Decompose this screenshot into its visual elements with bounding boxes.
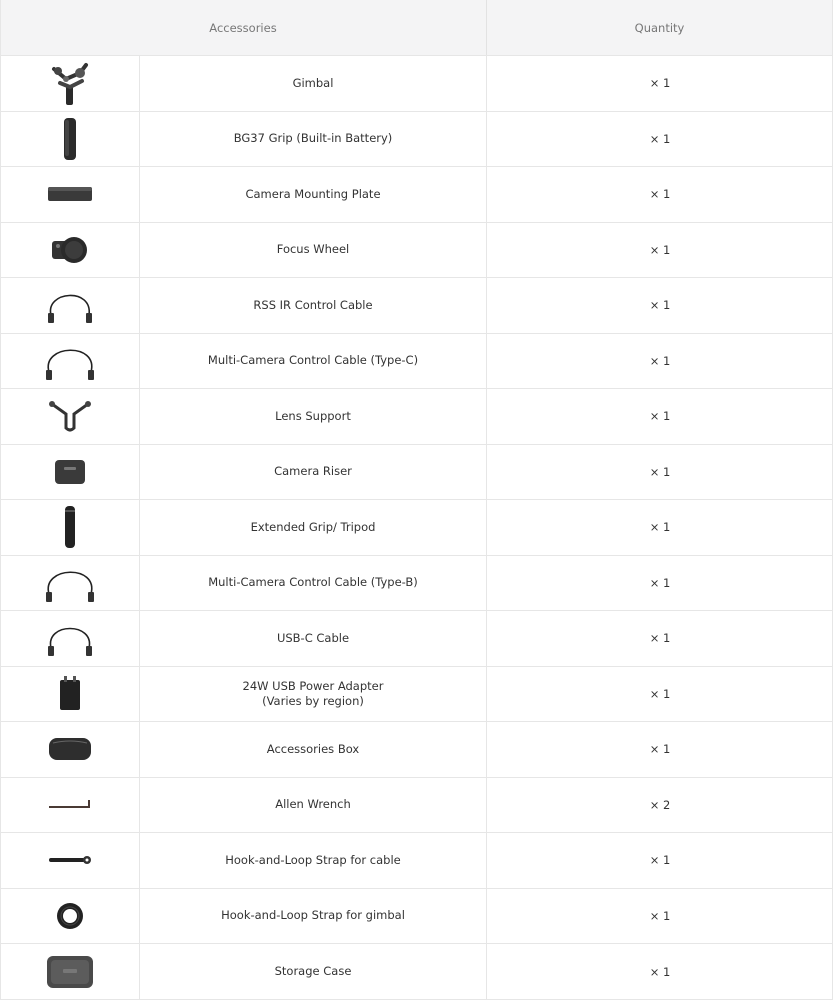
focus-wheel-icon bbox=[50, 235, 90, 265]
strap-icon bbox=[47, 854, 93, 866]
table-row bbox=[0, 56, 833, 112]
table-row bbox=[0, 500, 833, 556]
item-quantity: × 1 bbox=[649, 76, 671, 91]
usb-c-cable-icon bbox=[45, 616, 95, 660]
table-row bbox=[0, 556, 833, 612]
storage-case-icon bbox=[45, 953, 95, 991]
table-row bbox=[0, 944, 833, 1000]
table-row bbox=[0, 112, 833, 168]
item-name: Accessories Box bbox=[140, 722, 487, 777]
accessories-column-header: Accessories bbox=[0, 0, 487, 55]
camera-riser-icon bbox=[53, 458, 87, 486]
item-quantity: × 1 bbox=[649, 131, 671, 146]
item-name: RSS IR Control Cable bbox=[140, 278, 487, 333]
table-row bbox=[0, 889, 833, 945]
table-row bbox=[0, 611, 833, 667]
strap-roll-icon bbox=[54, 900, 86, 932]
item-name: 24W USB Power Adapter (Varies by region) bbox=[140, 667, 487, 722]
item-name: Extended Grip/ Tripod bbox=[140, 500, 487, 555]
item-quantity: × 1 bbox=[649, 242, 671, 257]
item-quantity: × 1 bbox=[649, 353, 671, 368]
item-quantity: × 1 bbox=[649, 575, 671, 590]
item-name: Camera Mounting Plate bbox=[140, 167, 487, 222]
table-row bbox=[0, 389, 833, 445]
quantity-column-header: Quantity bbox=[634, 20, 685, 35]
item-quantity: × 1 bbox=[649, 742, 671, 757]
item-name: Hook-and-Loop Strap for cable bbox=[140, 833, 487, 888]
table-row bbox=[0, 167, 833, 223]
item-name: BG37 Grip (Built-in Battery) bbox=[140, 112, 487, 167]
grip-icon bbox=[60, 116, 80, 162]
allen-wrench-icon bbox=[47, 798, 93, 812]
item-name: USB-C Cable bbox=[140, 611, 487, 666]
item-quantity: × 1 bbox=[649, 187, 671, 202]
item-quantity: × 1 bbox=[649, 631, 671, 646]
item-name: Lens Support bbox=[140, 389, 487, 444]
cable-icon bbox=[45, 283, 95, 327]
item-quantity: × 1 bbox=[649, 409, 671, 424]
lens-support-icon bbox=[48, 398, 92, 434]
cable-icon bbox=[43, 560, 97, 606]
table-header bbox=[0, 0, 833, 56]
tripod-icon bbox=[62, 504, 78, 550]
item-quantity: × 1 bbox=[649, 520, 671, 535]
table-row bbox=[0, 722, 833, 778]
item-name: Storage Case bbox=[140, 944, 487, 999]
item-quantity: × 1 bbox=[649, 964, 671, 979]
item-quantity: × 1 bbox=[649, 686, 671, 701]
item-name: Focus Wheel bbox=[140, 223, 487, 278]
item-quantity: × 1 bbox=[649, 464, 671, 479]
item-name: Hook-and-Loop Strap for gimbal bbox=[140, 889, 487, 944]
power-adapter-icon bbox=[57, 676, 83, 712]
item-quantity: × 1 bbox=[649, 298, 671, 313]
table-row bbox=[0, 445, 833, 501]
mounting-plate-icon bbox=[46, 184, 94, 204]
gimbal-icon bbox=[46, 59, 94, 107]
item-quantity: × 1 bbox=[649, 908, 671, 923]
table-row bbox=[0, 778, 833, 834]
item-name: Multi-Camera Control Cable (Type-B) bbox=[140, 556, 487, 611]
table-row bbox=[0, 667, 833, 723]
item-name: Allen Wrench bbox=[140, 778, 487, 833]
cable-icon bbox=[43, 338, 97, 384]
table-row bbox=[0, 833, 833, 889]
table-row bbox=[0, 334, 833, 390]
item-name: Gimbal bbox=[140, 56, 487, 111]
item-name: Camera Riser bbox=[140, 445, 487, 500]
item-quantity: × 1 bbox=[649, 853, 671, 868]
table-row bbox=[0, 278, 833, 334]
accessories-box-icon bbox=[47, 735, 93, 763]
item-name: Multi-Camera Control Cable (Type-C) bbox=[140, 334, 487, 389]
item-quantity: × 2 bbox=[649, 797, 671, 812]
table-row bbox=[0, 223, 833, 279]
